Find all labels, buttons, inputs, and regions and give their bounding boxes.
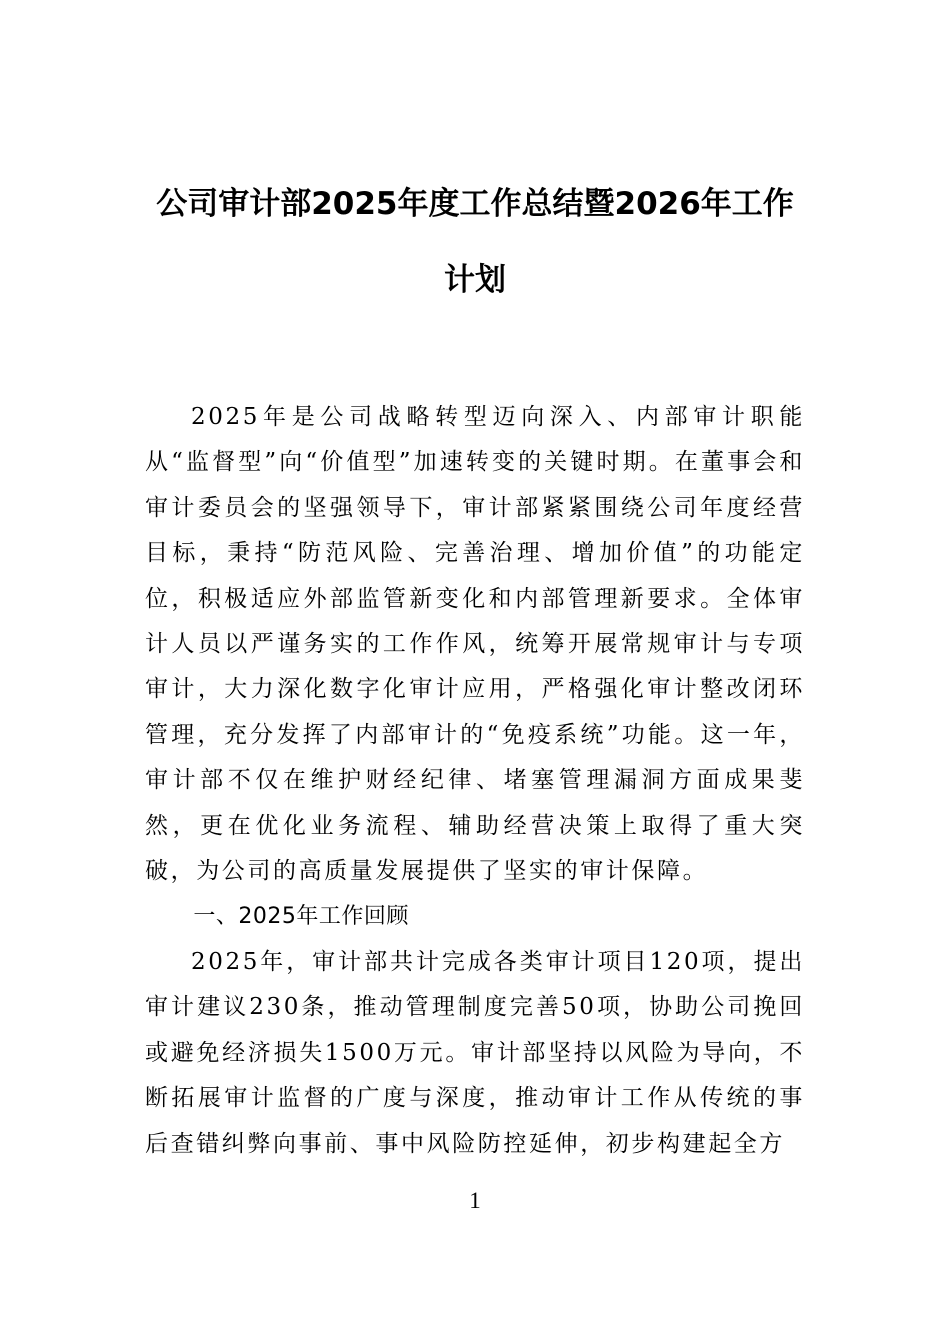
page-number: 1 <box>469 1188 481 1213</box>
section-paragraph: 2025年，审计部共计完成各类审计项目120项，提出审计建议230条，推动管理制度完善50项，协助公司挽回或避免经济损失1500万元。审计部坚持以风险为导向，不断拓展审计监督的广度与深度，推动审计工作从传统的事后查错纠弊向事前、事中风险防控延伸，初步构建起全方 <box>145 948 805 1157</box>
intro-paragraph: 2025年是公司战略转型迈向深入、内部审计职能从“监督型”向“价值型”加速转变的关键时期。在董事会和审计委员会的坚强领导下，审计部紧紧围绕公司年度经营目标，秉持“防范风险、完善治理、增加价值”的功能定位，积极适应外部监管新变化和内部管理新要求。全体审计人员以严谨务实的工作作风，统筹开展常规审计与专项审计，大力深化数字化审计应用，严格强化审计整改闭环管理，充分发挥了内部审计的“免疫系统”功能。这一年，审计部不仅在维护财经纪律、堵塞管理漏洞方面成果斐然，更在优化业务流程、辅助经营决策上取得了重大突破，为公司的高质量发展提供了坚实的审计保障。 <box>145 404 805 885</box>
section-heading: 一、2025年工作回顾 <box>193 904 409 930</box>
document-body <box>145 395 805 1167</box>
document-title: 公司审计部2025年度工作总结暨2026年工作计划 <box>156 186 794 298</box>
